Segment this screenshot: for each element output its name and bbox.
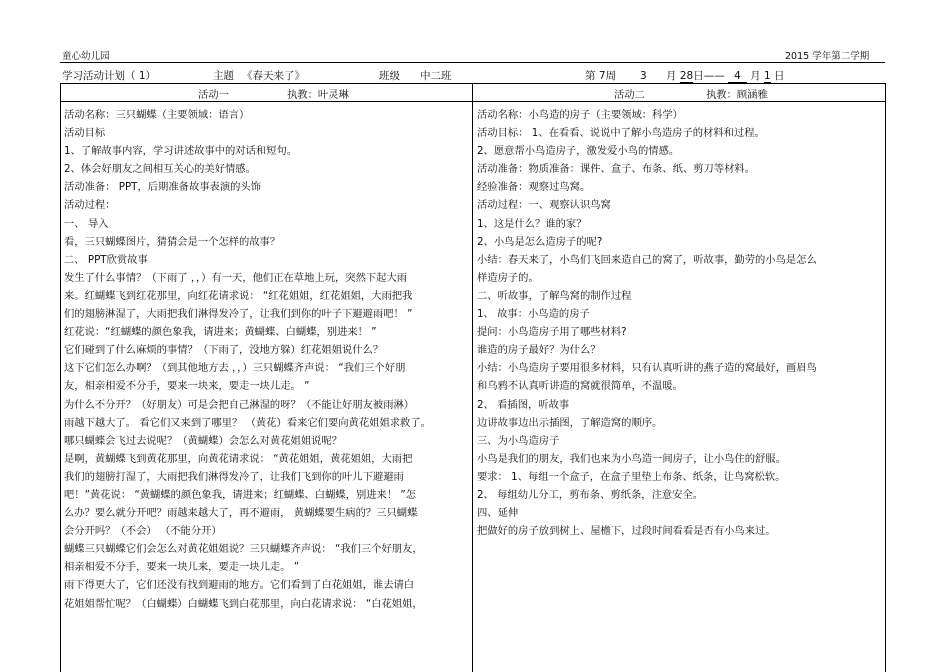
activity2-line: 活动过程：一、观察认识鸟窝 — [477, 199, 611, 212]
activity1-line: 活动过程： — [64, 199, 116, 212]
activity1-title: 活动一 — [198, 89, 229, 101]
activity2-line: 把做好的房子放到树上、屋檐下，过段时间看看是否有小鸟来过。 — [477, 525, 776, 538]
top-rule — [60, 62, 885, 63]
activity1-line: 二、 PPT欣赏故事 — [64, 253, 148, 266]
activity2-line: 活动目标： 1、在看看、说说中了解小鸟造房子的材料和过程。 — [477, 127, 765, 140]
date-day-end: 1 — [763, 70, 771, 82]
activity1-line: 为什么不分开？（好朋友）可是会把自己淋湿的呀？（不能让好朋友被雨淋） — [64, 398, 415, 411]
activity1-line: 花姐姐帮忙呢？（白蝴蝶）白蝴蝶飞到白花那里，向白花请求说： “白花姐姐， — [64, 597, 423, 610]
activity2-line: 活动准备：物质准备：课件、盒子、布条、纸、剪刀等材料。 — [477, 163, 756, 176]
activity1-line: 是啊，黄蝴蝶飞到黄花那里，向黄花请求说： “黄花姐姐，黄花姐姐，大雨把 — [64, 452, 413, 465]
activity2-line: 四、延伸 — [477, 507, 519, 520]
date-sep-1: 月 — [666, 70, 677, 82]
date-month-end: 4 — [728, 70, 747, 83]
activity2-line: 2、 每组幼儿分工，剪布条、剪纸条，注意安全。 — [477, 488, 704, 501]
activity1-content — [64, 106, 468, 613]
activity1-line: 活动目标 — [64, 127, 106, 140]
activity2-title: 活动二 — [614, 89, 645, 101]
activity1-line: 来。红蝴蝶飞到红花那里，向红花请求说： “红花姐姐，红花姐姐，大雨把我 — [64, 289, 413, 302]
date-day-start: 28 — [679, 70, 694, 82]
activity1-line: 红花说：“红蝴蝶的颜色象我，请进来；黄蝴蝶、白蝴蝶，别进来！ ” — [64, 326, 377, 339]
activity1-line: 2、体会好朋友之间相互关心的美好情感。 — [64, 163, 256, 176]
date-month-start: 3 — [640, 70, 647, 82]
activity1-line: 1、了解故事内容，学习讲述故事中的对话和短句。 — [64, 145, 298, 158]
class-value — [408, 68, 526, 84]
activity1-line: 它们碰到了什么麻烦的事情？（下雨了，没地方躲）红花姐姐说什么？ — [64, 344, 384, 357]
activity2-line: 边讲故事边出示插图，了解造窝的顺序。 — [477, 416, 663, 429]
activity1-line: 友，相亲相爱不分手，要来一块来，要走一块儿走。 ” — [64, 380, 310, 393]
activity1-line: 一、 导入 — [64, 217, 109, 230]
class-value-text: 中二班 — [408, 68, 526, 84]
activity2-teacher: 执教：顾涵雅 — [706, 89, 768, 101]
activity1-line: 雨下得更大了，它们还没有找到避雨的地方。它们看到了白花姐姐，谁去请白 — [64, 579, 415, 592]
activity2-line: 经验准备：观察过鸟窝。 — [477, 181, 591, 194]
activity1-line: 蝴蝶三只蝴蝶它们会怎么对黄花姐姐说？三只蝴蝶齐声说： “我们三个好朋友， — [64, 543, 423, 556]
activity2-line: 和乌鸦不认真听讲造的窝就很简单，不温暖。 — [477, 380, 683, 393]
activity1-line: 哪只蝴蝶会飞过去说呢？（黄蝴蝶）会怎么对黄花姐姐说呢？ — [64, 434, 343, 447]
activity2-line: 样造房子的。 — [477, 271, 539, 284]
table-middle-border — [472, 83, 473, 672]
activity2-line: 小鸟是我们的朋友，我们也来为小鸟造一间房子，让小鸟住的舒服。 — [477, 452, 786, 465]
activity2-line: 提问：小鸟造房子用了哪些材料? — [477, 326, 627, 339]
activity2-line: 2、愿意帮小鸟造房子，激发爱小鸟的情感。 — [477, 145, 680, 158]
activity2-line: 小结：春天来了，小鸟们飞回来造自己的窝了，听故事，勤劳的小鸟是怎么 — [477, 253, 817, 266]
class-label: 班级 — [379, 70, 400, 82]
activity2-content — [477, 106, 881, 540]
term-label: 2015 学年第二学期 — [785, 51, 870, 62]
activity2-line: 2、小鸟是怎么造房子的呢? — [477, 235, 603, 248]
activity2-line: 要求： 1、每组一个盒子，在盒子里垫上布条、纸条，让鸟窝松软。 — [477, 470, 786, 483]
activity1-line: 这下它们怎么办啊？（到其他地方去 ，，）三只蝴蝶齐声说： “我们三个好朋 — [64, 362, 406, 375]
date-sep-3: 月 — [750, 70, 761, 82]
plan-label: 学习活动计划（ 1） — [62, 70, 157, 82]
activity2-line: 三、为小鸟造房子 — [477, 434, 560, 447]
date-range — [640, 68, 785, 83]
activity2-line: 小结：小鸟造房子要用很多材料，只有认真听讲的燕子造的窝最好，画眉鸟 — [477, 362, 817, 375]
activity2-line: 1、这是什么？谁的家？ — [477, 217, 587, 230]
activity1-line: 看，三只蝴蝶图片，猜猜会是一个怎样的故事？ — [64, 235, 281, 248]
activity1-line: 发生了什么事情？（下雨了 ，，）有一天，他们正在草地上玩，突然下起大雨 — [64, 271, 408, 284]
activity1-line: 吧！”黄花说： “黄蝴蝶的颜色象我，请进来；红蝴蝶、白蝴蝶，别进来！ ”怎 — [64, 488, 417, 501]
activity1-line: 活动名称：三只蝴蝶（主要领域：语言） — [64, 109, 250, 121]
theme-value — [242, 68, 360, 84]
theme-label: 主题 — [213, 70, 234, 82]
activity1-line: 们的翅膀淋湿了，大雨把我们淋得发冷了，让我们到你的叶子下避避雨吧！ ” — [64, 308, 413, 321]
table-left-border — [60, 83, 61, 672]
activity2-line: 谁造的房子最好？为什么？ — [477, 344, 601, 357]
theme-value-text: 《春天来了》 — [242, 68, 360, 84]
activity1-teacher: 执教：叶灵琳 — [287, 89, 349, 101]
activity1-line: 会分开吗？（不会） （不能分开） — [64, 525, 222, 538]
week-label: 第 7周 — [585, 70, 617, 82]
activity2-line: 2、 看插图，听故事 — [477, 398, 570, 411]
activity2-line: 活动名称：小鸟造的房子（主要领域：科学） — [477, 109, 683, 121]
activity1-line: 雨越下越大了。 看它们又来到了哪里？ （黄花）看来它们要向黄花姐姐求救了。 — [64, 416, 431, 429]
activity2-line: 二、听故事，了解鸟窝的制作过程 — [477, 289, 632, 302]
activity1-line: 活动准备： PPT，后期准备故事表演的头饰 — [64, 181, 262, 194]
activity1-line: 么办？要么就分开吧？雨越来越大了，再不避雨， 黄蝴蝶要生病的？三只蝴蝶 — [64, 507, 418, 520]
table-right-border — [885, 83, 886, 672]
date-sep-2: 日—— — [693, 70, 725, 82]
activity1-line: 相亲相爱不分手，要来一块儿来，要走一块儿走。 ” — [64, 561, 300, 574]
activity2-line: 1、 故事：小鸟造的房子 — [477, 308, 590, 321]
activity1-line: 我们的翅膀打湿了，大雨把我们淋得发冷了，让我们飞到你的叶儿下避避雨 — [64, 470, 404, 483]
school-name: 童心幼儿园 — [62, 51, 110, 62]
date-sep-4: 日 — [774, 70, 785, 82]
